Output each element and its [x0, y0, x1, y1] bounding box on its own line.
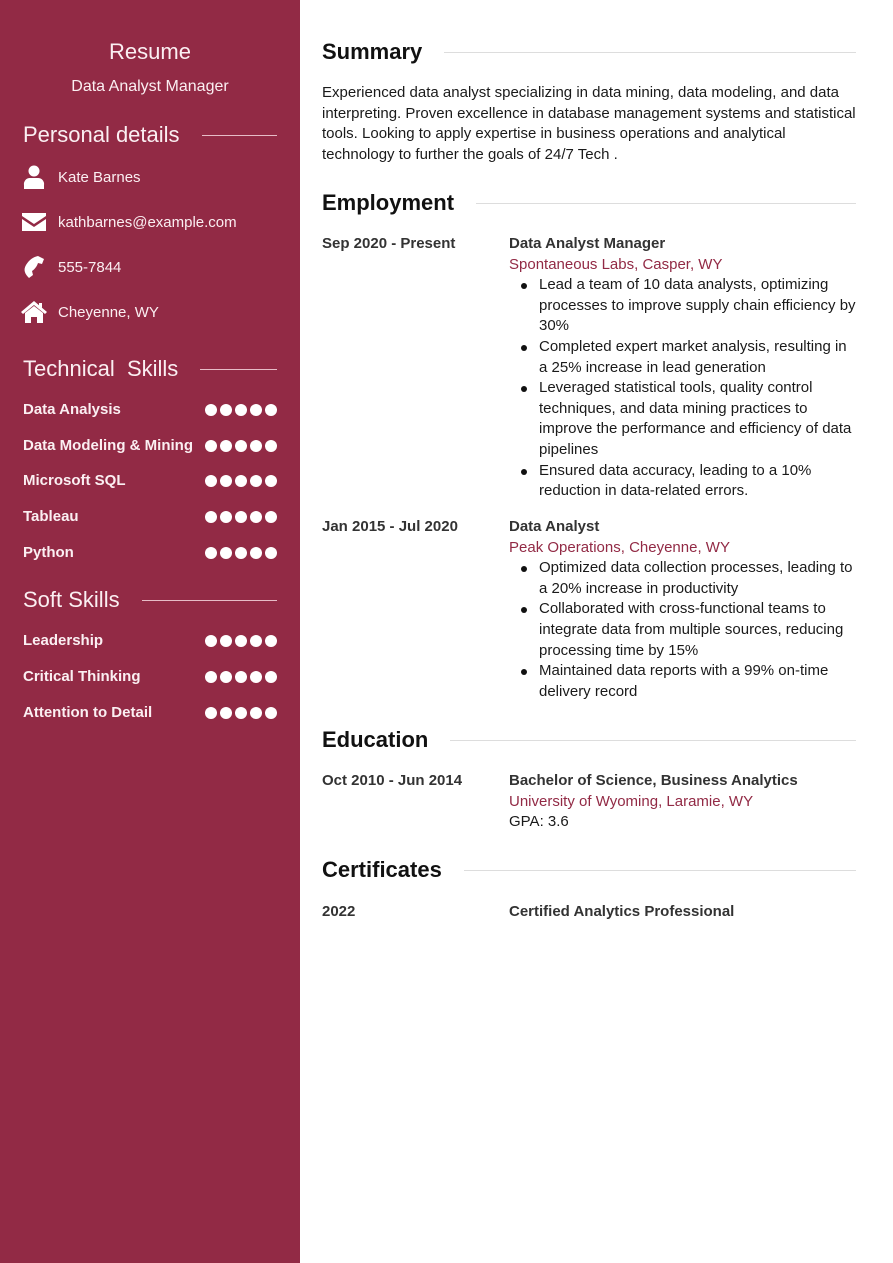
rating-dot — [250, 547, 262, 559]
bullet-item: Leveraged statistical tools, quality control techniques, and data mining practices to improve the performance and efficiency of data pipelines — [539, 378, 856, 460]
certificates-heading-text: Certificates — [322, 857, 442, 882]
home-icon — [20, 300, 48, 324]
soft-skills-heading — [23, 587, 277, 613]
contact-email — [20, 210, 237, 234]
rating-dot — [205, 511, 217, 523]
main-content — [300, 0, 893, 1263]
skill-name: Tableau — [23, 508, 79, 525]
education-heading-text: Education — [322, 727, 429, 752]
rating-dot — [205, 440, 217, 452]
bullet-item: Maintained data reports with a 99% on-time delivery record — [539, 661, 856, 702]
skill-rating — [205, 440, 277, 452]
rating-dot — [265, 404, 277, 416]
rating-dot — [235, 671, 247, 683]
bullet-item: Completed expert market analysis, resulting in a 25% increase in lead generation — [539, 337, 856, 378]
skill-name: Data Analysis — [23, 401, 121, 418]
skill-rating — [205, 635, 277, 647]
rating-dot — [220, 511, 232, 523]
technical-skills-heading — [23, 356, 277, 382]
job-entry — [322, 517, 856, 702]
skill-rating — [205, 475, 277, 487]
sidebar — [0, 0, 300, 1263]
rating-dot — [250, 635, 262, 647]
employment-heading — [322, 190, 856, 216]
summary-heading-text: Summary — [322, 39, 423, 64]
heading-divider — [200, 369, 277, 370]
location-value: Cheyenne, WY — [58, 303, 159, 321]
skill-name: Microsoft SQL — [23, 472, 126, 489]
education-gpa: GPA: 3.6 — [509, 813, 569, 831]
job-organization: Peak Operations, Cheyenne, WY — [509, 538, 730, 556]
rating-dot — [265, 635, 277, 647]
rating-dot — [250, 475, 262, 487]
rating-dot — [235, 707, 247, 719]
bullet-item: Optimized data collection processes, leading to a 20% increase in productivity — [539, 558, 856, 599]
skill-rating — [205, 671, 277, 683]
rating-dot — [205, 635, 217, 647]
rating-dot — [265, 707, 277, 719]
rating-dot — [250, 404, 262, 416]
job-bullets — [509, 558, 856, 702]
job-title: Data Analyst Manager — [71, 78, 229, 95]
heading-divider — [464, 870, 856, 871]
rating-dot — [235, 511, 247, 523]
skill-row — [23, 508, 277, 525]
skill-row — [23, 437, 277, 454]
rating-dot — [220, 671, 232, 683]
skill-name: Attention to Detail — [23, 704, 153, 721]
job-date: Sep 2020 - Present — [322, 235, 456, 252]
person-icon — [20, 165, 48, 189]
summary-text: Experienced data analyst specializing in data mining, data modeling, and data interpreting. Proven excellence in database management systems and statistical tools. Looking to apply expertise in business operations and analytical technology to further the goals of 24/7 Tech . — [322, 84, 856, 163]
phone-icon — [20, 255, 48, 279]
heading-divider — [202, 135, 277, 136]
rating-dot — [250, 440, 262, 452]
rating-dot — [235, 475, 247, 487]
personal-details-heading-text: Personal details — [23, 122, 180, 147]
bullet-item: Lead a team of 10 data analysts, optimizing processes to improve supply chain efficiency by 30% — [539, 275, 856, 337]
rating-dot — [265, 440, 277, 452]
education-date: Oct 2010 - Jun 2014 — [322, 772, 463, 789]
education-heading — [322, 727, 856, 753]
skill-row — [23, 544, 277, 561]
skill-row — [23, 472, 277, 489]
summary-heading — [322, 39, 856, 65]
skill-name: Leadership — [23, 632, 104, 649]
email-value[interactable]: kathbarnes@example.com — [58, 213, 237, 231]
rating-dot — [250, 511, 262, 523]
skill-name: Python — [23, 544, 74, 561]
rating-dot — [235, 635, 247, 647]
skill-row — [23, 632, 277, 649]
personal-details-heading — [23, 122, 277, 148]
job-entry — [322, 234, 856, 502]
heading-divider — [450, 740, 856, 741]
contact-location — [20, 300, 159, 324]
education-degree: Bachelor of Science, Business Analytics — [509, 772, 798, 789]
skill-row — [23, 704, 277, 721]
heading-divider — [142, 600, 277, 601]
rating-dot — [250, 671, 262, 683]
rating-dot — [220, 635, 232, 647]
rating-dot — [220, 475, 232, 487]
envelope-icon — [20, 210, 48, 234]
resume-title: Resume — [109, 39, 191, 64]
contact-phone — [20, 255, 121, 279]
rating-dot — [265, 547, 277, 559]
rating-dot — [265, 475, 277, 487]
job-organization: Spontaneous Labs, Casper, WY — [509, 255, 723, 273]
skill-name: Critical Thinking — [23, 668, 141, 685]
education-school: University of Wyoming, Laramie, WY — [509, 792, 754, 810]
contact-name — [20, 165, 141, 189]
rating-dot — [235, 440, 247, 452]
job-date: Jan 2015 - Jul 2020 — [322, 518, 458, 535]
skill-rating — [205, 404, 277, 416]
skill-rating — [205, 547, 277, 559]
rating-dot — [205, 671, 217, 683]
rating-dot — [235, 547, 247, 559]
technical-skills-heading-text: Technical Skills — [23, 356, 179, 381]
bullet-item: Ensured data accuracy, leading to a 10% reduction in data-related errors. — [539, 461, 856, 502]
rating-dot — [205, 707, 217, 719]
skill-name: Data Modeling & Mining — [23, 437, 193, 454]
rating-dot — [220, 547, 232, 559]
rating-dot — [265, 671, 277, 683]
soft-skills-heading-text: Soft Skills — [23, 587, 120, 612]
certificates-heading — [322, 857, 856, 883]
rating-dot — [250, 707, 262, 719]
phone-value: 555-7844 — [58, 258, 122, 276]
rating-dot — [205, 547, 217, 559]
skill-rating — [205, 511, 277, 523]
rating-dot — [205, 404, 217, 416]
job-bullets — [509, 275, 856, 502]
rating-dot — [205, 475, 217, 487]
education-entry — [322, 771, 856, 833]
rating-dot — [220, 440, 232, 452]
employment-heading-text: Employment — [322, 190, 455, 215]
bullet-item: Collaborated with cross-functional teams to integrate data from multiple sources, reducing processing time by 15% — [539, 599, 856, 661]
job-role: Data Analyst — [509, 518, 600, 535]
heading-divider — [444, 52, 856, 53]
certificate-date: 2022 — [322, 903, 356, 920]
rating-dot — [220, 404, 232, 416]
name-value: Kate Barnes — [58, 168, 141, 186]
rating-dot — [265, 511, 277, 523]
heading-divider — [476, 203, 856, 204]
rating-dot — [220, 707, 232, 719]
certificate-name: Certified Analytics Professional — [509, 903, 735, 920]
rating-dot — [235, 404, 247, 416]
job-role: Data Analyst Manager — [509, 235, 666, 252]
certificate-entry — [322, 902, 856, 923]
skill-row — [23, 668, 277, 685]
skill-rating — [205, 707, 277, 719]
skill-row — [23, 401, 277, 418]
